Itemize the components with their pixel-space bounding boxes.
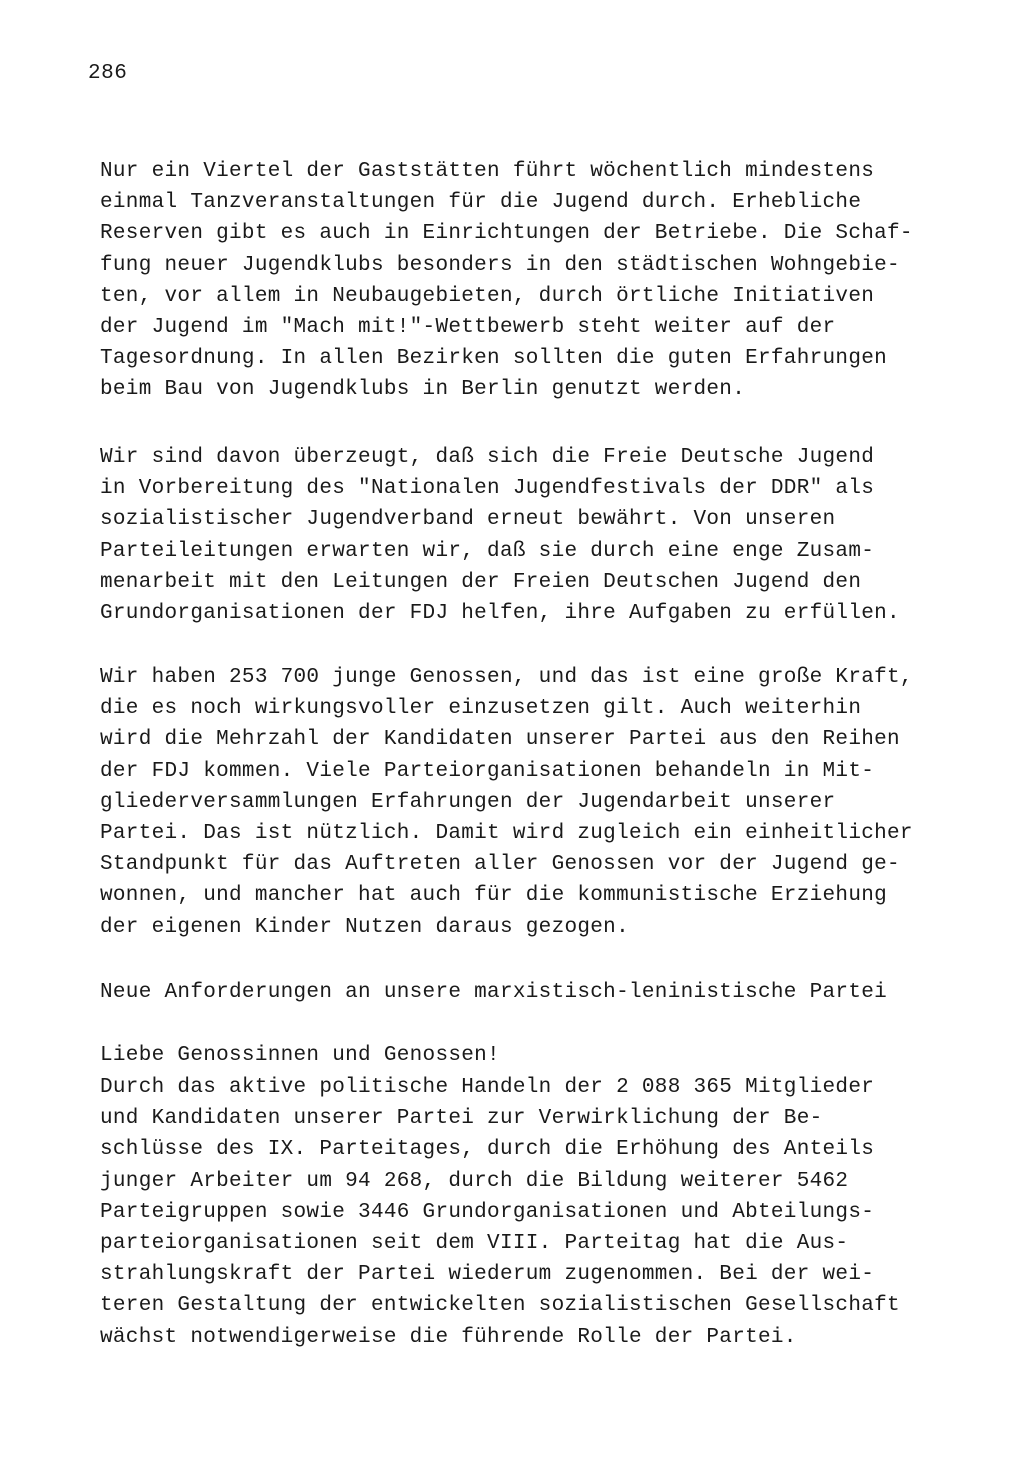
paragraph-line: der Jugend im "Mach mit!"-Wettbewerb steht weiter auf der <box>100 316 836 340</box>
paragraph-1 <box>100 156 920 406</box>
paragraph-2 <box>100 442 920 629</box>
paragraph-line: teren Gestaltung der entwickelten sozialistischen Gesellschaft <box>100 1294 900 1318</box>
paragraph-line: Parteigruppen sowie 3446 Grundorganisationen und Abteilungs- <box>100 1200 875 1224</box>
paragraph-line: Wir sind davon überzeugt, daß sich die Freie Deutsche Jugend <box>100 446 875 469</box>
page-number: 286 <box>88 62 128 85</box>
paragraph-line: menarbeit mit den Leitungen der Freien Deutschen Jugend den <box>100 570 862 594</box>
salutation-text: Liebe Genossinnen und Genossen! <box>100 1044 500 1067</box>
paragraph-line: parteiorganisationen seit dem VIII. Parteitag hat die Aus- <box>100 1232 849 1256</box>
paragraph-line: sozialistischer Jugendverband erneut bewährt. Von unseren <box>100 508 836 532</box>
section-heading-text: Neue Anforderungen an unsere marxistisch-leninistische Partei <box>100 981 888 1004</box>
paragraph-3 <box>100 662 920 943</box>
paragraph-line: die es noch wirkungsvoller einzusetzen gilt. Auch weiterhin <box>100 697 862 721</box>
paragraph-line: fung neuer Jugendklubs besonders in den städtischen Wohngebie- <box>100 253 900 277</box>
paragraph-line: wird die Mehrzahl der Kandidaten unserer Partei aus den Reihen <box>100 728 900 752</box>
paragraph-line: in Vorbereitung des "Nationalen Jugendfestivals der DDR" als <box>100 477 875 501</box>
salutation <box>100 1040 920 1071</box>
paragraph-line: wächst notwendigerweise die führende Rolle der Partei. <box>100 1325 797 1349</box>
paragraph-line: beim Bau von Jugendklubs in Berlin genutzt werden. <box>100 378 746 402</box>
paragraph-line: einmal Tanzveranstaltungen für die Jugend durch. Erhebliche <box>100 191 862 215</box>
paragraph-line: wonnen, und mancher hat auch für die kommunistische Erziehung <box>100 884 888 908</box>
paragraph-line: und Kandidaten unserer Partei zur Verwirklichung der Be- <box>100 1107 823 1131</box>
paragraph-line: strahlungskraft der Partei wiederum zugenommen. Bei der wei- <box>100 1263 875 1287</box>
paragraph-line: der eigenen Kinder Nutzen daraus gezogen. <box>100 915 629 939</box>
paragraph-line: Partei. Das ist nützlich. Damit wird zugleich ein einheitlicher <box>100 822 913 846</box>
paragraph-line: Standpunkt für das Auftreten aller Genossen vor der Jugend ge- <box>100 853 900 877</box>
paragraph-line: der FDJ kommen. Viele Parteiorganisationen behandeln in Mit- <box>100 759 875 783</box>
paragraph-line: junger Arbeiter um 94 268, durch die Bildung weiterer 5462 <box>100 1169 849 1193</box>
paragraph-line: ten, vor allem in Neubaugebieten, durch örtliche Initiativen <box>100 284 875 308</box>
paragraph-line: Durch das aktive politische Handeln der 2 088 365 Mitglieder <box>100 1076 875 1099</box>
paragraph-line: Wir haben 253 700 junge Genossen, und das ist eine große Kraft, <box>100 666 913 689</box>
paragraph-line: Nur ein Viertel der Gaststätten führt wöchentlich mindestens <box>100 160 875 183</box>
paragraph-line: Parteileitungen erwarten wir, daß sie durch eine enge Zusam- <box>100 539 875 563</box>
paragraph-line: schlüsse des IX. Parteitages, durch die Erhöhung des Anteils <box>100 1138 875 1162</box>
paragraph-line: Reserven gibt es auch in Einrichtungen der Betriebe. Die Schaf- <box>100 222 913 246</box>
paragraph-4 <box>100 1072 920 1353</box>
section-heading <box>100 977 920 1008</box>
paragraph-line: Tagesordnung. In allen Bezirken sollten die guten Erfahrungen <box>100 347 888 371</box>
paragraph-line: gliederversammlungen Erfahrungen der Jugendarbeit unserer <box>100 790 836 814</box>
paragraph-line: Grundorganisationen der FDJ helfen, ihre Aufgaben zu erfüllen. <box>100 602 900 626</box>
